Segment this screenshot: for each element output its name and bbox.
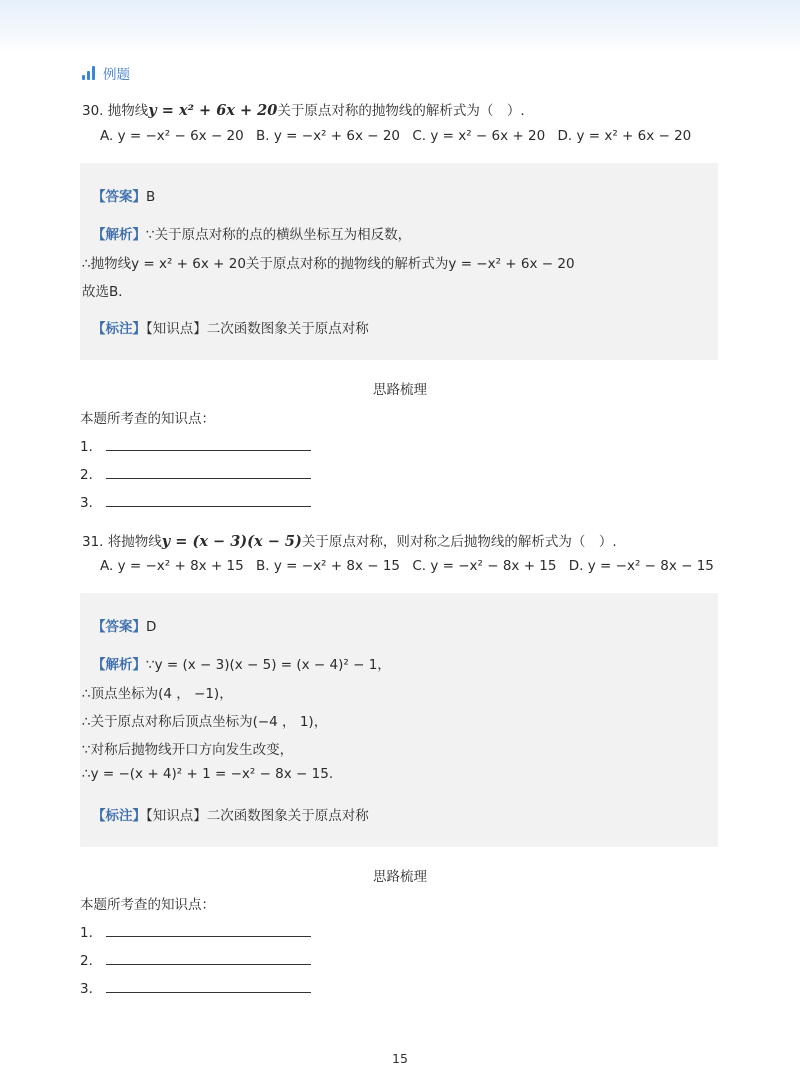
note-line: 【标注】【知识点】二次函数图象关于原点对称 [92, 321, 369, 337]
analysis-line-5: ∴y = −(x + 4)² + 1 = −x² − 8x − 15. [82, 766, 334, 782]
blank-line[interactable] [106, 466, 311, 479]
review-item-3[interactable]: 3． [80, 491, 311, 511]
option-b[interactable]: B. y = −x² + 6x − 20 [256, 128, 401, 144]
answer-value: D [146, 619, 157, 635]
analysis-line-3: ∴关于原点对称后顶点坐标为(−4 ， 1)， [82, 714, 328, 730]
answer-panel-30 [80, 163, 718, 360]
review-title-31: 思路梳理 [373, 869, 427, 885]
blank-line[interactable] [106, 980, 311, 993]
review-intro-30: 本题所考查的知识点： [80, 411, 215, 427]
blank-line[interactable] [106, 924, 311, 937]
answer-panel-31 [80, 593, 718, 847]
header-band [0, 0, 800, 52]
question-30-stem: 30. 抛物线y = x² + 6x + 20关于原点对称的抛物线的解析式为（ ）. [82, 102, 525, 119]
blank-line[interactable] [106, 494, 311, 507]
review-title-30: 思路梳理 [373, 382, 427, 398]
analysis-line-1: 【解析】∵关于原点对称的点的横纵坐标互为相反数， [92, 227, 412, 243]
option-d[interactable]: D. y = −x² − 8x − 15 [568, 558, 714, 574]
blank-line[interactable] [106, 438, 311, 451]
option-c[interactable]: C. y = −x² − 8x + 15 [412, 558, 557, 574]
analysis-line-3: 故选B． [82, 284, 132, 300]
section-header [82, 63, 130, 83]
option-a[interactable]: A. y = −x² − 6x − 20 [100, 128, 244, 144]
answer-line: 【答案】B [92, 189, 156, 205]
review-item-2[interactable]: 2． [80, 463, 311, 483]
option-a[interactable]: A. y = −x² + 8x + 15 [100, 558, 244, 574]
analysis-line-4: ∵对称后抛物线开口方向发生改变， [82, 742, 294, 758]
page-number: 15 [392, 1051, 408, 1066]
review-item-1[interactable]: 1． [80, 435, 311, 455]
option-d[interactable]: D. y = x² + 6x − 20 [557, 128, 692, 144]
review-item-1[interactable]: 1． [80, 921, 311, 941]
question-31-options [100, 558, 722, 574]
option-b[interactable]: B. y = −x² + 8x − 15 [256, 558, 401, 574]
question-31-stem: 31. 将抛物线y = (x − 3)(x − 5)关于原点对称，则对称之后抛物线的解析式为（ ）. [82, 533, 617, 550]
review-item-2[interactable]: 2． [80, 949, 311, 969]
review-item-3[interactable]: 3． [80, 977, 311, 997]
answer-value: B [146, 189, 156, 205]
analysis-line-1: 【解析】∵y = (x − 3)(x − 5) = (x − 4)² − 1， [92, 657, 391, 673]
blank-line[interactable] [106, 952, 311, 965]
note-line: 【标注】【知识点】二次函数图象关于原点对称 [92, 808, 369, 824]
analysis-line-2: ∴顶点坐标为(4 ， −1)， [82, 686, 233, 702]
bar-chart-icon [82, 66, 95, 80]
question-30-options [100, 128, 699, 144]
review-intro-31: 本题所考查的知识点： [80, 897, 215, 913]
option-c[interactable]: C. y = x² − 6x + 20 [412, 128, 546, 144]
answer-line: 【答案】D [92, 619, 157, 635]
section-title: 例题 [103, 67, 130, 83]
analysis-line-2: ∴抛物线y = x² + 6x + 20关于原点对称的抛物线的解析式为y = −x² + 6x − 20 [82, 256, 575, 272]
